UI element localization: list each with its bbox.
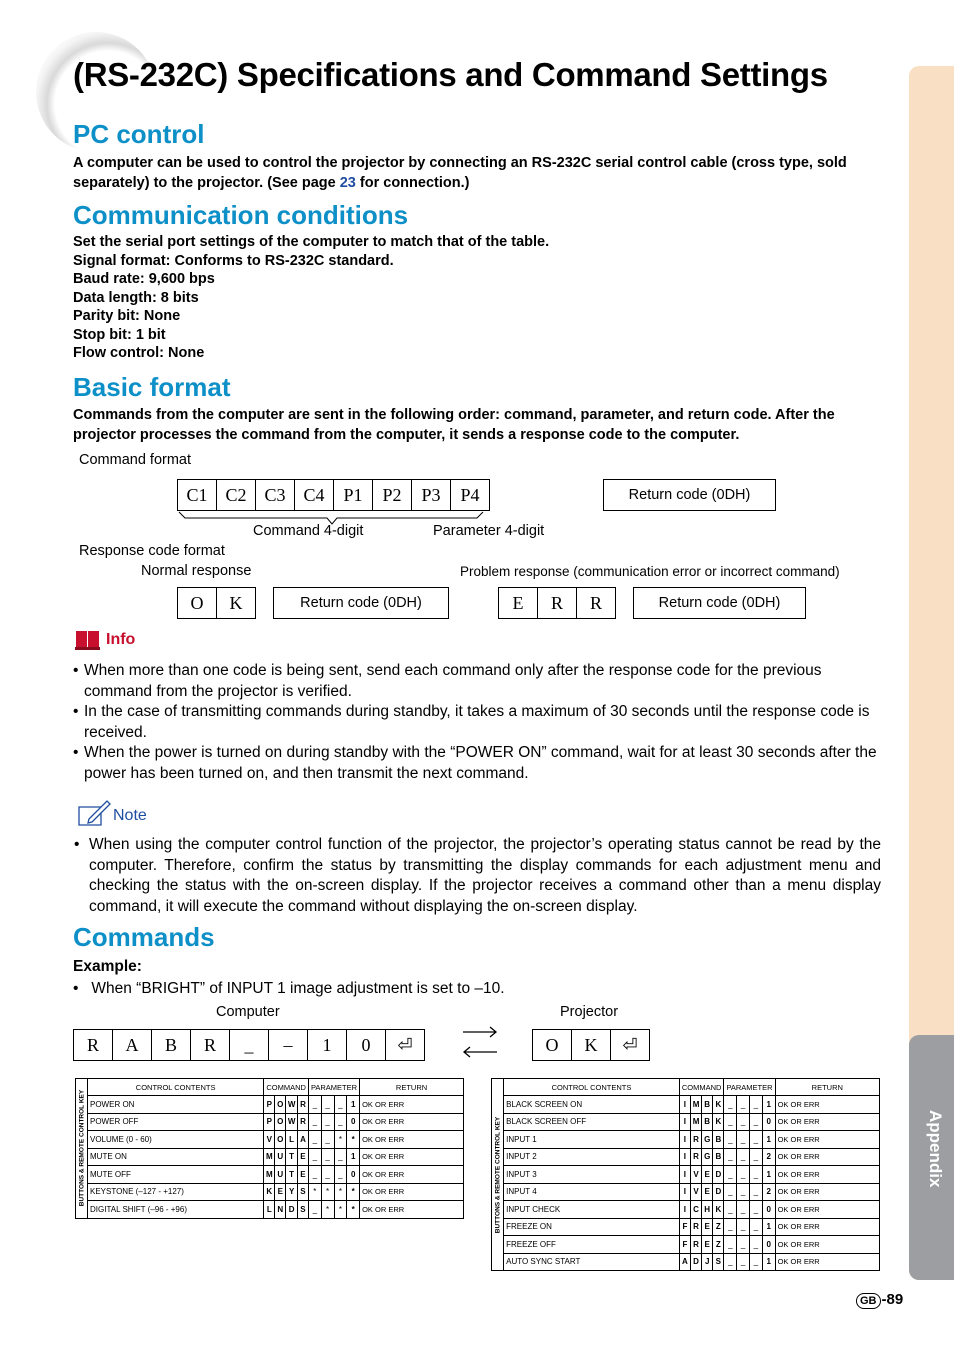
parameter-char: 1 [347,1148,360,1166]
basic-format-text: Commands from the computer are sent in the following order: command, parameter, and return code. After the projector processes the command from the computer, it sends a response code to the computer. [73,407,835,443]
return-value: OK OR ERR [360,1183,464,1201]
parameter-char: _ [737,1131,750,1149]
cell: C2 [217,480,256,510]
table-row [76,1131,464,1149]
parameter-char: _ [724,1148,737,1166]
command-char: B [702,1096,713,1114]
communication-lines [73,233,883,363]
control-content: AUTO SYNC START [504,1253,680,1271]
parameter-char: * [321,1183,334,1201]
command-char: C [690,1201,701,1219]
cell: K [572,1030,611,1060]
comm-line: Data length: 8 bits [73,289,199,306]
return-value: OK OR ERR [775,1148,879,1166]
page-title: (RS-232C) Specifications and Command Settings [73,56,828,93]
control-content: VOLUME (0 - 60) [88,1131,264,1149]
command-char: G [702,1131,713,1149]
control-content: BLACK SCREEN ON [504,1096,680,1114]
command-char: K [713,1113,724,1131]
command-cells [177,479,490,511]
computer-label: Computer [216,1004,280,1020]
parameter-char: _ [750,1148,763,1166]
parameter-char: * [347,1131,360,1149]
return-value: OK OR ERR [775,1253,879,1271]
page-number: GB -89 [856,1291,903,1309]
enter-icon: ⏎ [622,1034,638,1055]
command-char: E [275,1183,286,1201]
command-char: D [690,1253,701,1271]
return-value: OK OR ERR [360,1166,464,1184]
parameter-char: _ [750,1131,763,1149]
command-char: Z [713,1236,724,1254]
command-char: B [713,1148,724,1166]
heading-pc-control: PC control [73,119,205,149]
example-label: Example: [73,958,142,975]
control-content: MUTE ON [88,1148,264,1166]
return-value: OK OR ERR [775,1201,879,1219]
command-char: R [690,1148,701,1166]
command-char: I [679,1113,690,1131]
command-char: U [275,1166,286,1184]
parameter-char: _ [334,1096,347,1114]
parameter-char: _ [308,1131,321,1149]
control-content: INPUT 3 [504,1166,680,1184]
parameter-char: * [308,1183,321,1201]
command-char: N [275,1201,286,1219]
col-parameter: PARAMETER [308,1079,359,1096]
parameter-char: 1 [762,1166,775,1184]
command-char: R [690,1131,701,1149]
command-char: M [690,1096,701,1114]
col-return: RETURN [360,1079,464,1096]
command-char: D [713,1183,724,1201]
comm-line: Baud rate: 9,600 bps [73,271,215,287]
return-value: OK OR ERR [775,1131,879,1149]
cell: 0 [347,1030,386,1060]
command-char: A [679,1253,690,1271]
command-char: U [275,1148,286,1166]
command-char: P [264,1113,275,1131]
return-value: OK OR ERR [360,1131,464,1149]
table-row [492,1253,880,1271]
parameter-char: _ [724,1218,737,1236]
col-parameter: PARAMETER [724,1079,775,1096]
table-row [492,1183,880,1201]
command-char: E [702,1236,713,1254]
parameter-char: _ [321,1131,334,1149]
command-char: I [679,1148,690,1166]
parameter-char: _ [724,1113,737,1131]
command-char: V [690,1166,701,1184]
parameter-char: 0 [762,1236,775,1254]
return-value: OK OR ERR [775,1113,879,1131]
enter-icon: ⏎ [397,1034,413,1055]
command-char: I [679,1131,690,1149]
command-char: M [264,1148,275,1166]
parameter-char: _ [308,1113,321,1131]
return-value: OK OR ERR [775,1096,879,1114]
projector-label: Projector [560,1004,619,1020]
col-command: COMMAND [679,1079,724,1096]
parameter-char: * [334,1201,347,1219]
response-format-label: Response code format [79,543,225,559]
return-code-box: Return code (0DH) [633,587,806,619]
cell: R [74,1030,113,1060]
parameter-char: * [334,1131,347,1149]
parameter-char: 2 [762,1148,775,1166]
note-list [73,835,881,917]
side-label: BUTTONS & REMOTE CONTROL KEY [494,1116,502,1233]
parameter-char: * [334,1183,347,1201]
control-content: POWER ON [88,1096,264,1114]
command-table-right [491,1078,880,1271]
parameter-char: * [347,1183,360,1201]
command-char: T [286,1148,298,1166]
command-char: L [286,1131,298,1149]
comm-line: Set the serial port settings of the computer to match that of the table. [73,234,550,250]
parameter-char: _ [724,1096,737,1114]
parameter-char: _ [737,1183,750,1201]
parameter-char: _ [321,1096,334,1114]
command-char: R [297,1113,308,1131]
cell: P3 [412,480,451,510]
command-char: E [297,1166,308,1184]
comm-line: Flow control: None [73,345,205,361]
parameter-char: _ [737,1096,750,1114]
command-char: O [275,1113,286,1131]
parameter-char: * [347,1201,360,1219]
side-label: BUTTONS & REMOTE CONTROL KEY [78,1090,85,1207]
cell: P2 [373,480,412,510]
control-content: DIGITAL SHIFT (–96 - +96) [88,1201,264,1219]
command-char: W [286,1113,298,1131]
pencil-icon [75,799,111,827]
col-command: COMMAND [264,1079,309,1096]
table-row [492,1218,880,1236]
book-icon [75,629,101,651]
info-label: Info [106,631,136,648]
return-value: OK OR ERR [775,1236,879,1254]
cell: E [499,588,538,618]
return-value: OK OR ERR [775,1183,879,1201]
note-item: • When using the computer control function of the projector, the projector’s operating status cannot be read by the computer. Therefore, confirm the status by transmitting the display commands for each adjustment menu and checking the status with the on-screen display. If the projector receives a command other than a menu display command, it will execute the command without displaying the on-screen display. [73,835,881,917]
command-char: F [679,1218,690,1236]
comm-line: Parity bit: None [73,308,181,324]
command-char: K [713,1201,724,1219]
command-char: B [713,1131,724,1149]
cell: P1 [334,480,373,510]
col-return: RETURN [775,1079,879,1096]
cell: C3 [256,480,295,510]
cell: 1 [308,1030,347,1060]
projector-cells [532,1029,650,1061]
cell: R [589,592,602,613]
side-label-cell [492,1079,504,1271]
cell: R [191,1030,230,1060]
parameter-char: _ [308,1096,321,1114]
table-row [492,1131,880,1149]
command-char: R [690,1218,701,1236]
computer-cells [73,1029,425,1061]
parameter-char: _ [750,1183,763,1201]
control-content: INPUT CHECK [504,1201,680,1219]
heading-basic-format: Basic format [73,372,231,402]
command-char: T [286,1166,298,1184]
parameter-char: * [321,1201,334,1219]
command-char: K [264,1183,275,1201]
cell: C4 [295,480,334,510]
command-char: D [713,1166,724,1184]
parameter-char: 1 [762,1131,775,1149]
table-row [492,1148,880,1166]
cell: A [113,1030,152,1060]
parameter-char: _ [334,1148,347,1166]
table-row [76,1183,464,1201]
control-content: FREEZE OFF [504,1236,680,1254]
heading-commands: Commands [73,922,215,952]
problem-response-label: Problem response (communication error or incorrect command) [460,564,840,579]
command-char: O [275,1096,286,1114]
parameter-char: _ [750,1113,763,1131]
command-char: M [264,1166,275,1184]
parameter-char: _ [737,1113,750,1131]
command-char: E [702,1166,713,1184]
cell: C1 [178,480,217,510]
parameter-char: _ [737,1253,750,1271]
parameter-char: _ [334,1113,347,1131]
command-char: Z [713,1218,724,1236]
command-char: S [297,1183,308,1201]
parameter-char: 0 [762,1113,775,1131]
command-char: I [679,1096,690,1114]
parameter-char: _ [750,1201,763,1219]
return-value: OK OR ERR [360,1113,464,1131]
parameter-char: _ [737,1236,750,1254]
return-value: OK OR ERR [775,1166,879,1184]
parameter-char: 1 [762,1218,775,1236]
parameter-char: _ [321,1166,334,1184]
command-char: L [264,1201,275,1219]
parameter-char: 1 [347,1096,360,1114]
cell: O [178,588,217,618]
command-char: I [679,1166,690,1184]
return-value: OK OR ERR [360,1201,464,1219]
control-content: BLACK SCREEN OFF [504,1113,680,1131]
parameter-char: _ [750,1096,763,1114]
control-content: MUTE OFF [88,1166,264,1184]
parameter-char: _ [724,1201,737,1219]
command-char: E [702,1183,713,1201]
parameter-4digit-label: Parameter 4-digit [433,523,545,539]
command-char: D [286,1201,298,1219]
col-control-contents: CONTROL CONTENTS [88,1079,264,1096]
side-label-cell [76,1079,88,1219]
parameter-char: 0 [347,1113,360,1131]
table-row [76,1148,464,1166]
parameter-char: _ [750,1253,763,1271]
command-char: W [286,1096,298,1114]
table-row [492,1113,880,1131]
command-4digit-label: Command 4-digit [253,523,364,539]
command-char: P [264,1096,275,1114]
command-char: G [702,1148,713,1166]
command-char: S [713,1253,724,1271]
command-char: Y [286,1183,298,1201]
command-char: J [702,1253,713,1271]
command-char: B [702,1113,713,1131]
parameter-char: 1 [762,1096,775,1114]
example-item: • When “BRIGHT” of INPUT 1 image adjustment is set to –10. [73,980,505,997]
cell: P4 [460,484,480,505]
parameter-char: _ [724,1166,737,1184]
cell: _ [230,1030,269,1060]
parameter-char: _ [321,1148,334,1166]
command-char: H [702,1201,713,1219]
col-control-contents: CONTROL CONTENTS [504,1079,680,1096]
comm-line: Stop bit: 1 bit [73,326,166,343]
command-char: V [264,1131,275,1149]
command-char: S [297,1201,308,1219]
command-char: K [713,1096,724,1114]
parameter-char: _ [334,1166,347,1184]
table-row [76,1096,464,1114]
exchange-arrows-icon [460,1024,500,1058]
command-char: O [275,1131,286,1149]
sidebar-label: Appendix [926,1110,945,1188]
cell: R [538,588,577,618]
table-row [492,1166,880,1184]
table-row [492,1236,880,1254]
parameter-char: 0 [762,1201,775,1219]
control-content: POWER OFF [88,1113,264,1131]
command-char: E [702,1218,713,1236]
command-table-left [75,1078,464,1219]
return-code-box: Return code (0DH) [273,587,449,619]
command-char: V [690,1183,701,1201]
normal-response-label: Normal response [141,563,252,579]
error-cells [498,587,616,619]
command-char: A [297,1131,308,1149]
pc-control-text: A computer can be used to control the projector by connecting an RS-232C serial control cable (cross type, sold separately) to the projector. (See page 23 for connection.) [73,155,847,191]
command-char: M [690,1113,701,1131]
return-code-box: Return code (0DH) [603,479,776,511]
control-content: INPUT 2 [504,1148,680,1166]
command-char: R [690,1236,701,1254]
info-item: • When more than one code is being sent, send each command only after the response code for the previous command from the projector is verified. [73,661,881,702]
table-row [76,1166,464,1184]
cell: O [533,1030,572,1060]
return-value: OK OR ERR [360,1148,464,1166]
note-label: Note [113,807,147,824]
parameter-char: _ [750,1166,763,1184]
normal-cells [177,587,256,619]
parameter-char: 0 [347,1166,360,1184]
cell: K [229,592,243,613]
parameter-char: _ [321,1113,334,1131]
command-char: E [297,1148,308,1166]
table-row [492,1201,880,1219]
parameter-char: _ [308,1148,321,1166]
return-value: OK OR ERR [775,1218,879,1236]
command-char: I [679,1201,690,1219]
comm-line: Signal format: Conforms to RS-232C standard. [73,252,394,269]
parameter-char: _ [750,1218,763,1236]
parameter-char: _ [737,1201,750,1219]
command-format-label: Command format [79,452,192,468]
return-value: OK OR ERR [360,1096,464,1114]
parameter-char: _ [724,1253,737,1271]
info-item: • In the case of transmitting commands during standby, it takes a maximum of 30 seconds until the response code is received. [73,702,881,743]
page-link[interactable]: 23 [339,174,356,191]
control-content: INPUT 1 [504,1131,680,1149]
parameter-char: _ [737,1148,750,1166]
parameter-char: _ [750,1236,763,1254]
table-row [492,1096,880,1114]
parameter-char: _ [308,1166,321,1184]
command-char: F [679,1236,690,1254]
parameter-char: _ [737,1166,750,1184]
parameter-char: _ [724,1183,737,1201]
info-list [73,661,881,784]
control-content: KEYSTONE (–127 - +127) [88,1183,264,1201]
parameter-char: _ [724,1131,737,1149]
parameter-char: _ [308,1201,321,1219]
parameter-char: 1 [762,1253,775,1271]
table-row [76,1113,464,1131]
command-char: R [297,1096,308,1114]
table-row [76,1201,464,1219]
parameter-char: _ [737,1218,750,1236]
control-content: INPUT 4 [504,1183,680,1201]
cell: B [152,1030,191,1060]
parameter-char: 2 [762,1183,775,1201]
info-item: • When the power is turned on during standby with the “POWER ON” command, wait for at least 30 seconds after the power has been turned on, and then transmit the next command. [73,743,881,784]
control-content: FREEZE ON [504,1218,680,1236]
parameter-char: _ [724,1236,737,1254]
cell: – [269,1030,308,1060]
heading-communication: Communication conditions [73,200,409,230]
command-char: I [679,1183,690,1201]
gb-badge: GB [856,1293,881,1309]
